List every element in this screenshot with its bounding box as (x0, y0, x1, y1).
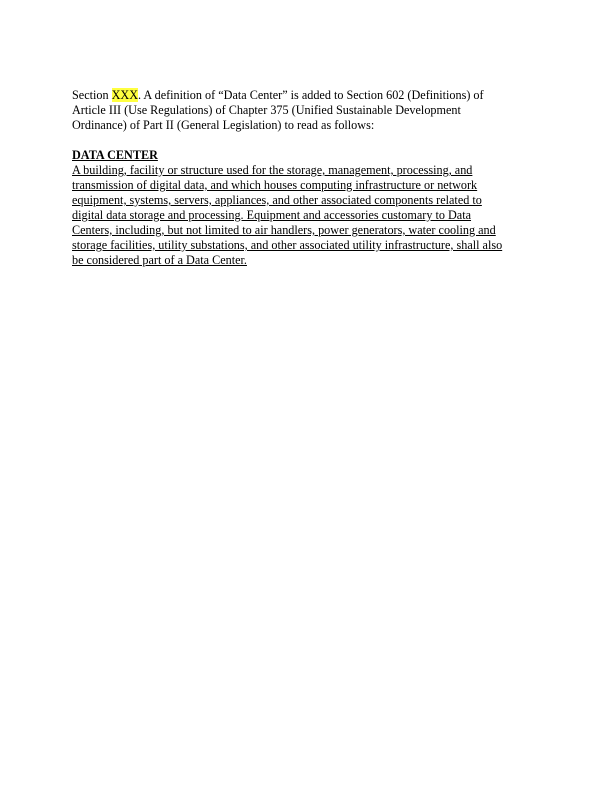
intro-line-3: Ordinance) of Part II (General Legislation) to read as follows: (72, 118, 375, 132)
definition-line: A building, facility or structure used for the storage, management, processing, and (72, 163, 473, 177)
definition-line: be considered part of a Data Center. (72, 253, 247, 267)
definition-term-heading: DATA CENTER (72, 148, 158, 162)
intro-line-1 (72, 88, 540, 103)
section-intro-paragraph (72, 88, 540, 133)
intro-line-1-rest: . A definition of “Data Center” is added to Section 602 (Definitions) of (138, 88, 484, 102)
section-prefix: Section (72, 88, 112, 102)
definition-line: Centers, including, but not limited to air handlers, power generators, water cooling and (72, 223, 496, 237)
section-number-highlight: XXX (111, 88, 139, 102)
intro-line-2: Article III (Use Regulations) of Chapter 375 (Unified Sustainable Development (72, 103, 461, 117)
definition-line: storage facilities, utility substations, and other associated utility infrastructure, shall also (72, 238, 503, 252)
definition-body (72, 163, 540, 268)
definition-line: equipment, systems, servers, appliances, and other associated components related to (72, 193, 482, 207)
definition-line: digital data storage and processing. Equipment and accessories customary to Data (72, 208, 472, 222)
definition-line: transmission of digital data, and which houses computing infrastructure or network (72, 178, 478, 192)
document-page (72, 88, 540, 268)
